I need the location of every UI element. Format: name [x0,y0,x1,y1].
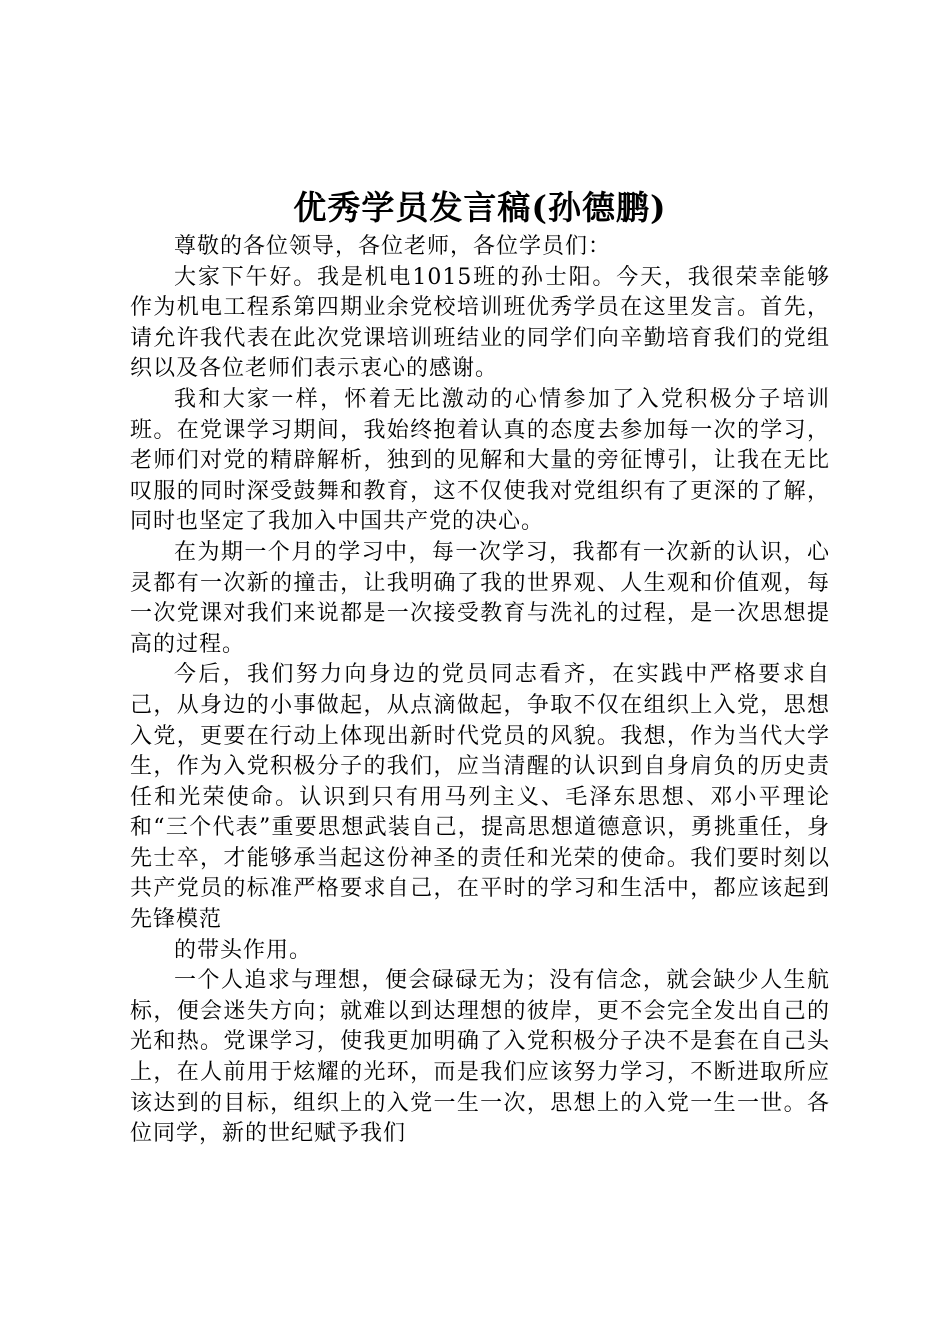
body-paragraph: 在为期一个月的学习中，每一次学习，我都有一次新的认识，心灵都有一次新的撞击，让我明确了我的世界观、人生观和价值观，每一次党课对我们来说都是一次接受教育与洗礼的过程，是一次思想提高的过程。 [130,539,830,657]
body-paragraph: 一个人追求与理想，便会碌碌无为；没有信念，就会缺少人生航标，便会迷失方向；就难以到达理想的彼岸，更不会完全发出自己的光和热。党课学习，使我更加明确了入党积极分子决不是套在自己头上，在人前用于炫耀的光环，而是我们应该努力学习，不断进取所应该达到的目标，组织上的入党一生一次，思想上的入党一生一世。各位同学，新的世纪赋予我们 [130,968,830,1147]
body-paragraph: 今后，我们努力向身边的党员同志看齐，在实践中严格要求自己，从身边的小事做起，从点滴做起，争取不仅在组织上入党，思想入党，更要在行动上体现出新时代党员的风貌。我想，作为当代大学生，作为入党积极分子的我们，应当清醒的认识到自身肩负的历史责任和光荣使命。认识到只有用马列主义、毛泽东思想、邓小平理论和“三个代表”重要思想武装自己，提高思想道德意识，勇挑重任，身先士卒，才能够承当起这份神圣的责任和光荣的使命。我们要时刻以共产党员的标准严格要求自己，在平时的学习和生活中，都应该起到先锋模范 [130,662,830,933]
document-page [130,186,830,1150]
body-paragraph-continuation: 的带头作用。 [174,937,313,963]
body-paragraph: 我和大家一样，怀着无比激动的心情参加了入党积极分子培训班。在党课学习期间，我始终抱着认真的态度去参加每一次的学习，老师们对党的精辟解析，独到的见解和大量的旁征博引，让我在无比叹服的同时深受鼓舞和教育，这不仅使我对党组织有了更深的了解，同时也坚定了我加入中国共产党的决心。 [130,386,830,535]
body-paragraph: 大家下午好。我是机电1015班的孙士阳。今天，我很荣幸能够作为机电工程系第四期业余党校培训班优秀学员在这里发言。首先，请允许我代表在此次党课培训班结业的同学们向辛勤培育我们的党组织以及各位老师们表示衷心的感谢。 [130,264,830,382]
document-body [130,232,830,1150]
document-title: 优秀学员发言稿(孙德鹏) [293,188,667,227]
salutation-paragraph: 尊敬的各位领导，各位老师，各位学员们： [174,234,612,259]
